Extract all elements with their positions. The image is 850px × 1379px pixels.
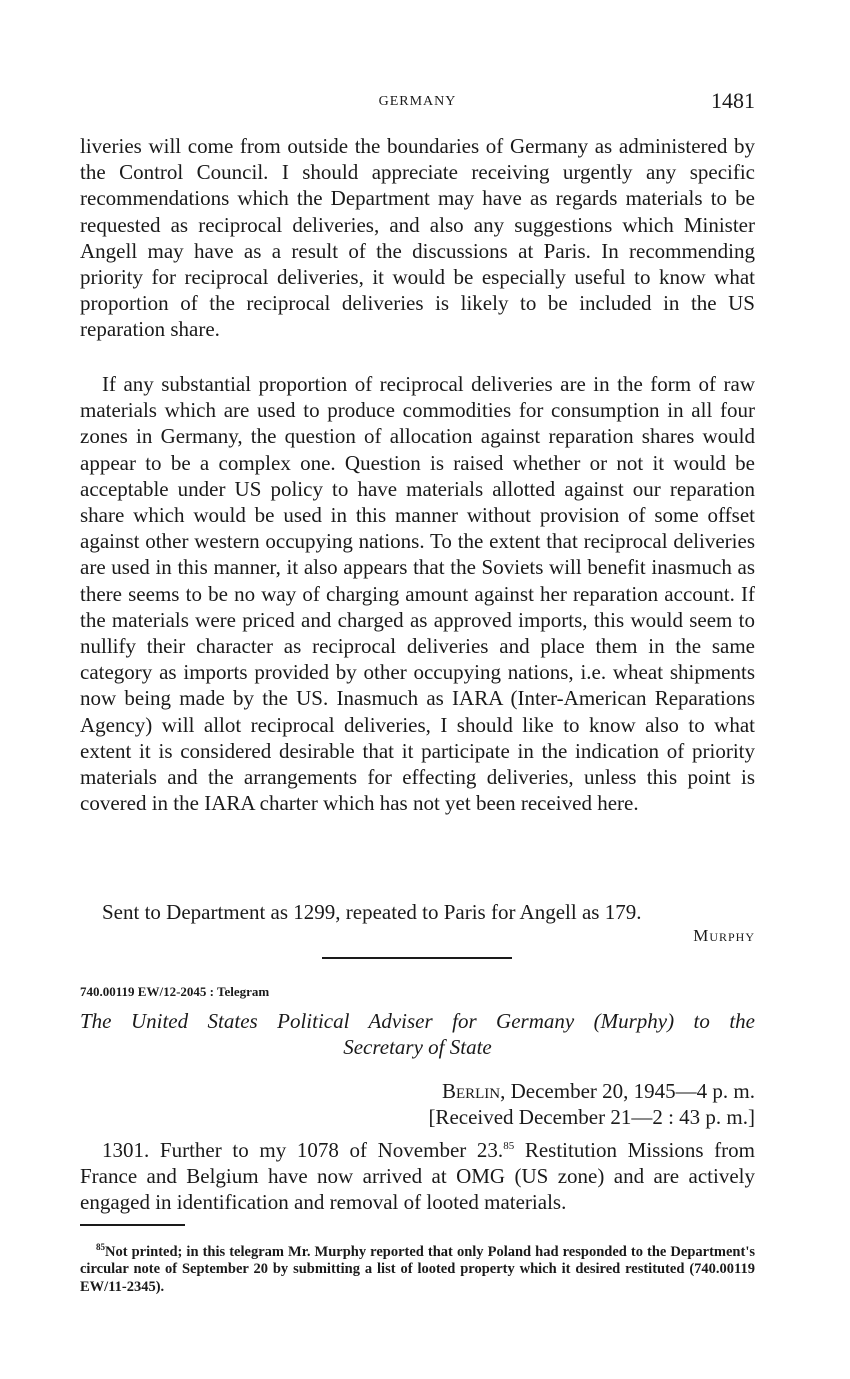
paragraph-text: Sent to Department as 1299, repeated to Paris for Angell as 179. xyxy=(102,900,642,924)
running-head xyxy=(80,88,755,118)
footnote xyxy=(80,1239,755,1296)
footnote-mark: 85 xyxy=(96,1242,105,1252)
footnote-text: Not printed; in this telegram Mr. Murphy reported that only Poland had responded to the Department's circular note of September 20 by submitting a list of looted property which it desired restituted (740.00119 EW/11-2345). xyxy=(80,1243,755,1295)
paragraph-text xyxy=(80,1133,755,1216)
received-line: [Received December 21—2 : 43 p. m.] xyxy=(428,1105,755,1129)
paragraph-sent-to-department xyxy=(80,899,755,925)
heading-line-1: The United States Political Adviser for Germany (Murphy) to the xyxy=(80,1009,755,1033)
document-heading xyxy=(80,1008,755,1060)
footnote-reference: 85 xyxy=(503,1140,515,1152)
paragraph-telegram-1301 xyxy=(80,1133,755,1216)
dateline-place: Berlin xyxy=(441,1079,501,1103)
paragraph-reciprocal-deliveries xyxy=(80,371,755,816)
paragraph-text: liveries will come from outside the boundaries of Germany as administered by the Control Council. I should appreciate receiving urgently any specific recommendations which the Department may have as regards materials to be requested as reciprocal deliveries, and also any suggestions which Minister Angell may have as a result of the discussions at Paris. In recommending priority for reciprocal deliveries, it would be especially useful to know what proportion of the reciprocal deliveries is likely to be included in the US reparation share. xyxy=(80,134,755,342)
paragraph-text: If any substantial proportion of reciprocal deliveries are in the form of raw materials which are used to produce commodities for consumption in all four zones in Germany, the question of allocation against reparation shares would appear to be a complex one. Question is raised whether or not it would be acceptable under US policy to have materials allotted against our reparation share which would be used in this manner without provision of some offset against other western occupying nations. To the extent that reciprocal deliveries are used in this manner, it also appears that the Soviets will benefit inasmuch as there seems to be no way of charging amount against her reparation account. If the materials were priced and charged as approved imports, this would seem to nullify their character as reciprocal deliveries and place them in the same category as imports provided by other occupying nations, i.e. wheat shipments now being made by the US. Inasmuch as IARA (Inter-American Reparations Agency) will allot reciprocal deliveries, I should like to know also to what extent it is considered desirable that it participate in the indication of priority materials and the arrangements for effecting deliveries, unless this point is covered in the IARA charter which has not yet been received here. xyxy=(80,372,755,816)
running-title: GERMANY xyxy=(378,94,457,109)
footnote-rule xyxy=(80,1224,185,1226)
paragraph-continuation xyxy=(80,133,755,343)
section-divider xyxy=(322,957,512,959)
heading-line-2: Secretary of State xyxy=(343,1035,492,1059)
body-text-start: 1301. Further to my 1078 of November 23. xyxy=(102,1138,504,1162)
file-reference: 740.00119 EW/12-2045 : Telegram xyxy=(80,984,270,999)
dateline-date: , December 20, 1945—4 p. m. xyxy=(500,1079,755,1103)
page-number: 1481 xyxy=(711,88,755,113)
signature: Murphy xyxy=(693,926,755,945)
dateline xyxy=(442,1078,755,1104)
body-text-end: Restitution Missions from France and Belgium have now arrived at OMG (US zone) and are actively engaged in identification and removal of looted materials. xyxy=(80,1138,755,1215)
